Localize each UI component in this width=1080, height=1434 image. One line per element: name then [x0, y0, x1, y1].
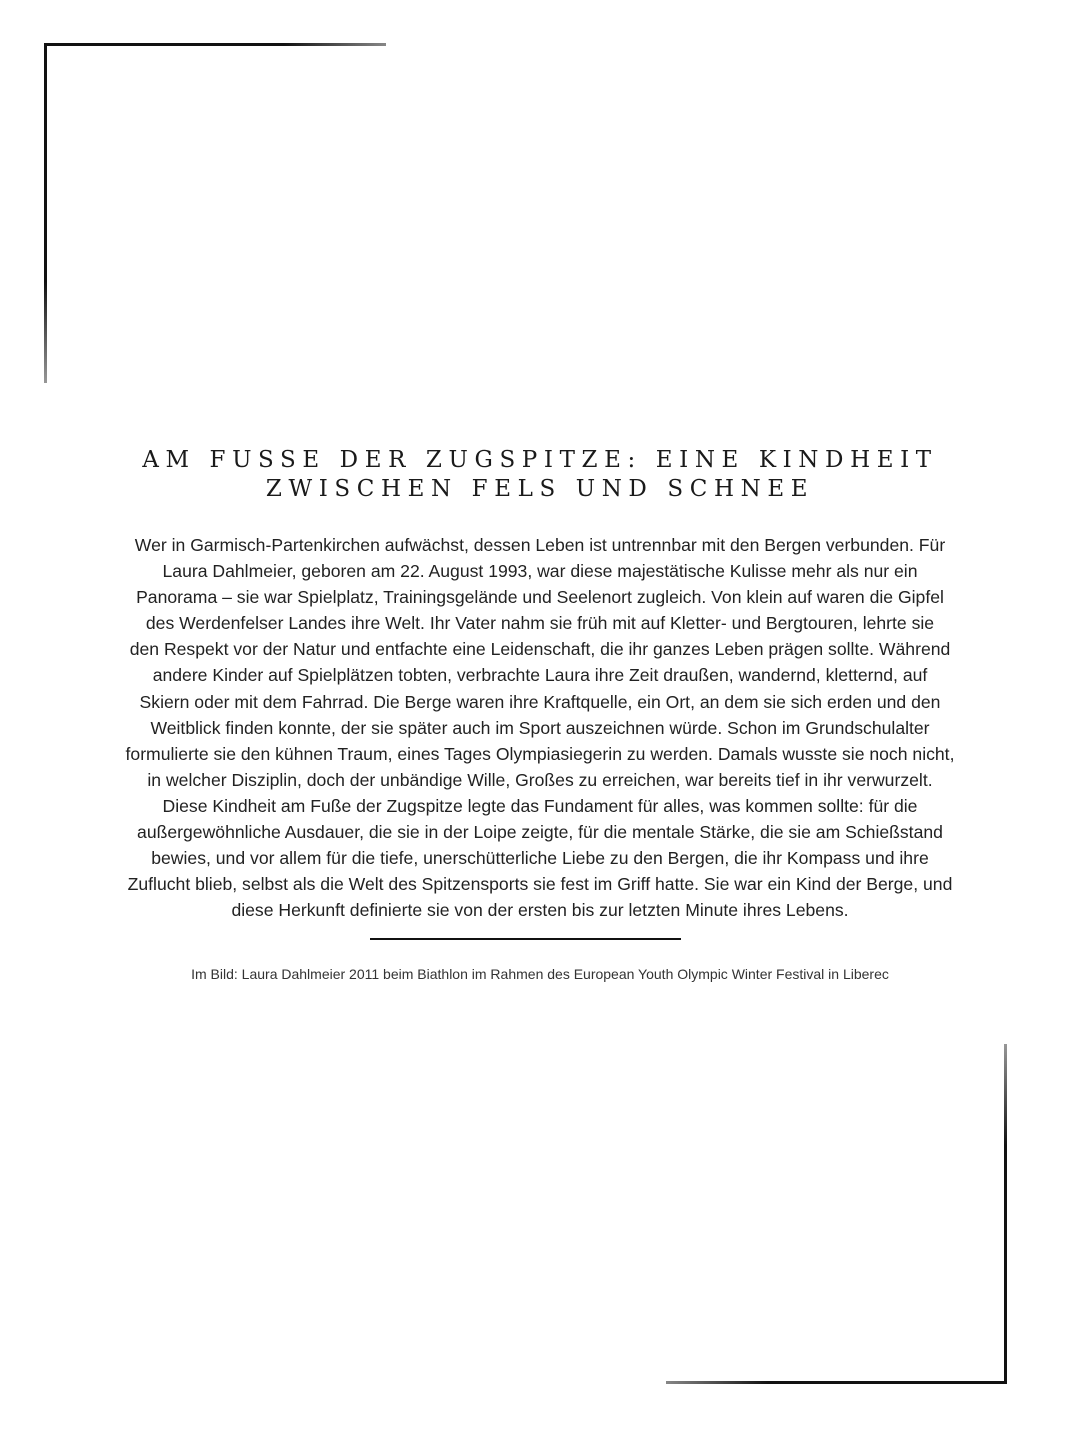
- body-line: außergewöhnliche Ausdauer, die sie in der Loipe zeigte, für die mentale Stärke, die sie am Schießstand: [137, 822, 943, 843]
- heading-line: ZWISCHEN FELS UND SCHNEE: [265, 476, 815, 502]
- frame-corner-bottom-right-horizontal: [666, 1381, 1007, 1384]
- body-line: andere Kinder auf Spielplätzen tobten, verbrachte Laura ihre Zeit draußen, wandernd, kletternd, auf: [152, 665, 928, 686]
- section-divider: [370, 938, 681, 940]
- body-line: Skiern oder mit dem Fahrrad. Die Berge waren ihre Kraftquelle, ein Ort, an dem sie sich erden und den: [139, 691, 941, 712]
- body-line: Diese Kindheit am Fuße der Zugspitze legte das Fundament für alles, was kommen sollte: für die: [162, 795, 918, 816]
- body-line: diese Herkunft definierte sie von der ersten bis zur letzten Minute ihres Lebens.: [231, 900, 849, 921]
- body-line: Wer in Garmisch-Partenkirchen aufwächst, dessen Leben ist untrennbar mit den Bergen verbunden. Für: [134, 535, 946, 555]
- body-line: des Werdenfelser Landes ihre Welt. Ihr Vater nahm sie früh mit auf Kletter- und Bergtouren, lehrte sie: [145, 613, 935, 634]
- frame-corner-bottom-right-vertical: [1004, 1044, 1007, 1384]
- body-line: Panorama – sie war Spielplatz, Trainingsgelände und Seelenort zugleich. Von klein auf waren die Gipfel: [136, 587, 944, 608]
- body-line: Laura Dahlmeier, geboren am 22. August 1993, war diese majestätische Kulisse mehr als nur ein: [162, 561, 918, 582]
- article-body: [60, 532, 1020, 923]
- body-line: bewies, und vor allem für die tiefe, unerschütterliche Liebe zu den Bergen, die ihr Kompass und ihre: [151, 848, 929, 869]
- article-heading: [60, 446, 1020, 504]
- image-caption: Im Bild: Laura Dahlmeier 2011 beim Biathlon im Rahmen des European Youth Olympic Winter Festival in Liberec: [191, 966, 889, 982]
- heading-line: AM FUSSE DER ZUGSPITZE: EINE KINDHEIT: [142, 447, 938, 473]
- frame-corner-top-left-vertical: [44, 43, 47, 383]
- body-line: den Respekt vor der Natur und entfachte eine Leidenschaft, die ihr ganzes Leben prägen sollte. Während: [129, 639, 951, 660]
- body-line: formulierte sie den kühnen Traum, eines Tages Olympiasiegerin zu werden. Damals wusste sie noch nicht,: [125, 743, 955, 764]
- body-line: Weitblick finden konnte, der sie später auch im Sport auszeichnen würde. Schon im Grundschulalter: [150, 717, 930, 738]
- frame-corner-top-left-horizontal: [44, 43, 386, 46]
- body-line: in welcher Disziplin, doch der unbändige Wille, Großes zu erreichen, war bereits tief in ihr verwurzelt.: [147, 769, 933, 790]
- body-line: Zuflucht blieb, selbst als die Welt des Spitzensports sie fest im Griff hatte. Sie war ein Kind der Berge, und: [127, 874, 953, 895]
